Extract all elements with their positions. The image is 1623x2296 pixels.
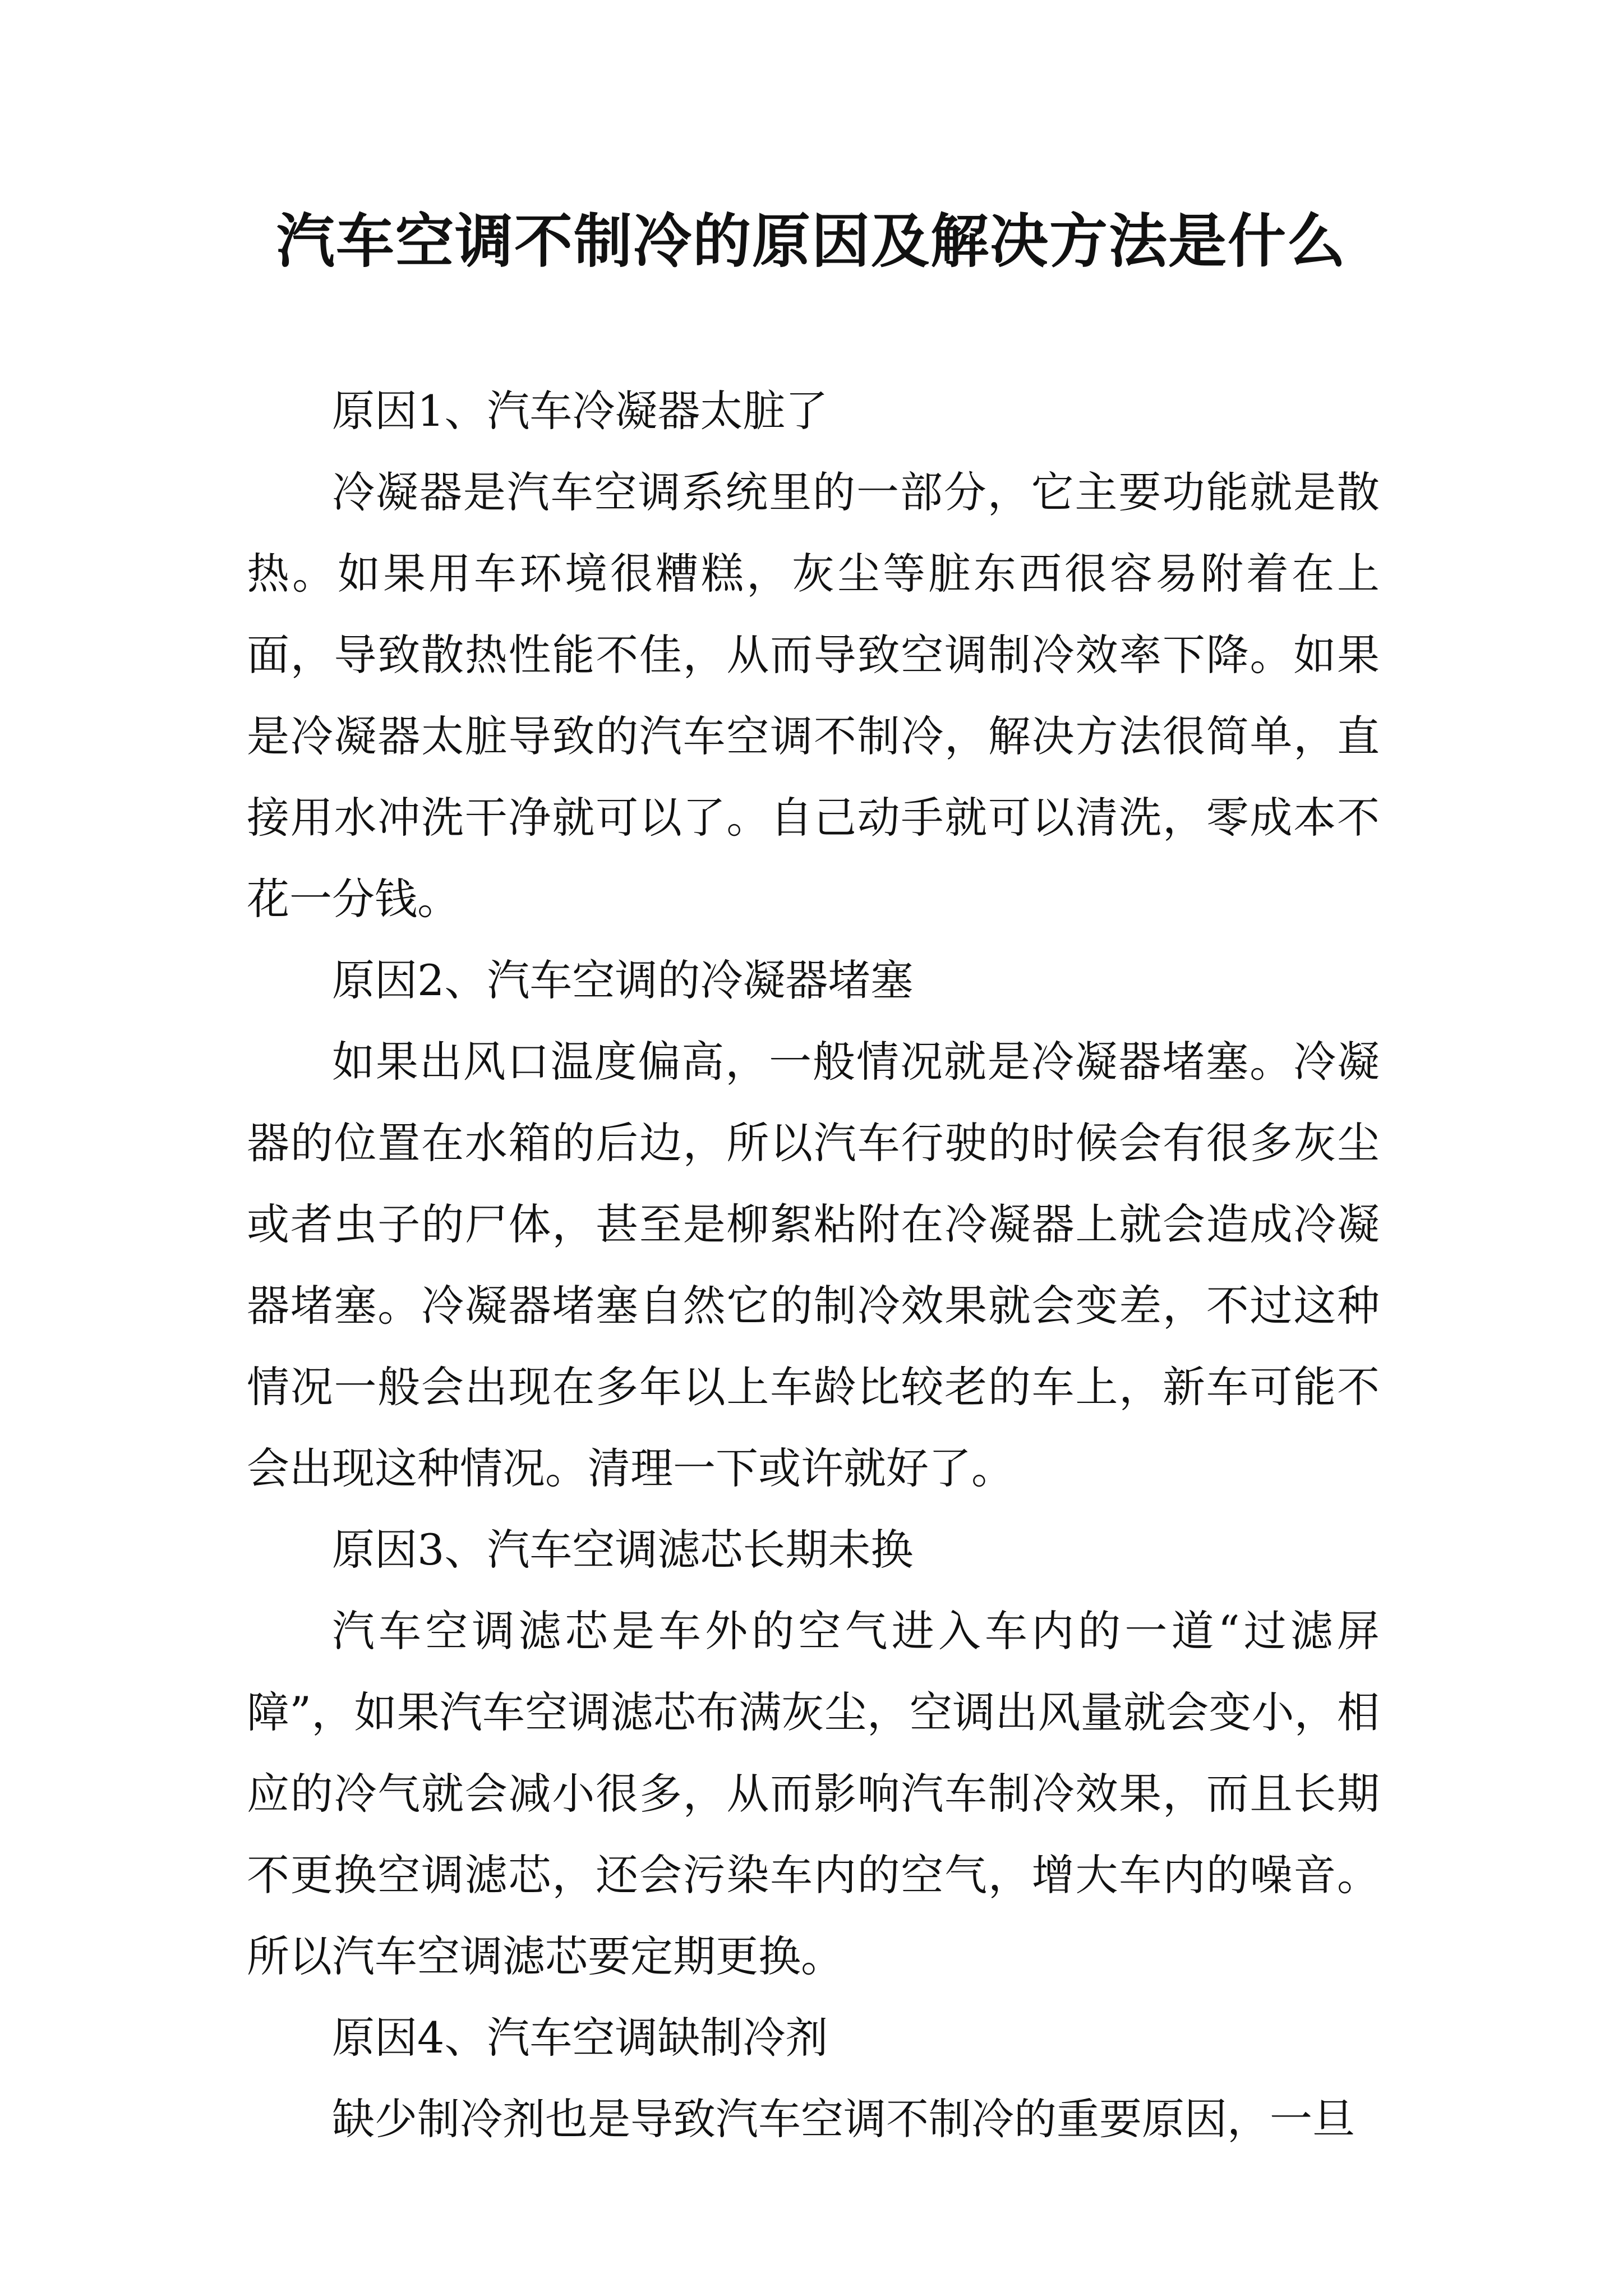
heading-reason-4: 原因4、汽车空调缺制冷剂 [332,2013,828,2063]
paragraph-reason-3: 汽车空调滤芯是车外的空气进入车内的一道“过滤屏障”，如果汽车空调滤芯布满灰尘，空调出风量就会变小，相应的冷气就会减小很多，从而影响汽车制冷效果，而且长期不更换空调滤芯，还会污染车内的空气，增大车内的噪音。所以汽车空调滤芯要定期更换。 [247,1606,1380,1981]
paragraph-reason-2: 如果出风口温度偏高，一般情况就是冷凝器堵塞。冷凝器的位置在水箱的后边，所以汽车行驶的时候会有很多灰尘或者虫子的尸体，甚至是柳絮粘附在冷凝器上就会造成冷凝器堵塞。冷凝器堵塞自然它的制冷效果就会变差，不过这种情况一般会出现在多年以上车龄比较老的车上，新车可能不会出现这种情况。清理一下或许就好了。 [247,1037,1380,1493]
heading-reason-1: 原因1、汽车冷凝器太脏了 [332,386,828,436]
heading-reason-2: 原因2、汽车空调的冷凝器堵塞 [332,955,914,1005]
document-body [247,370,1380,2160]
page-title: 汽车空调不制冷的原因及解决方法是什么 [276,207,1347,275]
paragraph-reason-1: 冷凝器是汽车空调系统里的一部分，它主要功能就是散热。如果用车环境很糟糕，灰尘等脏东西很容易附着在上面，导致散热性能不佳，从而导致空调制冷效率下降。如果是冷凝器太脏导致的汽车空调不制冷，解决方法很简单，直接用水冲洗干净就可以了。自己动手就可以清洗，零成本不花一分钱。 [247,467,1380,924]
paragraph-reason-4: 缺少制冷剂也是导致汽车空调不制冷的重要原因，一旦 [332,2094,1355,2144]
heading-reason-3: 原因3、汽车空调滤芯长期未换 [332,1525,914,1575]
